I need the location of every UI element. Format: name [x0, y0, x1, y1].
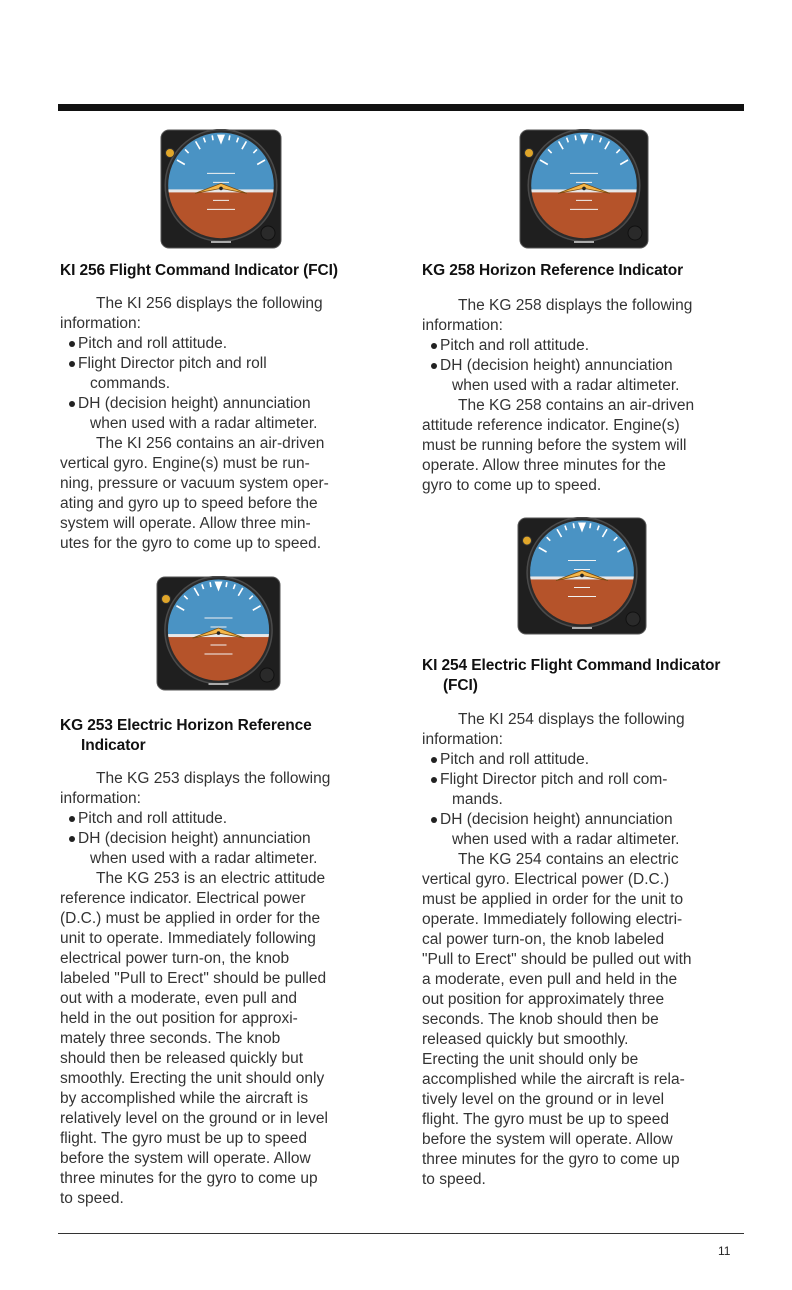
para-line: The KG 254 contains an electric	[458, 851, 679, 868]
para-line: electrical power turn-on, the knob	[60, 950, 290, 967]
bottom-rule	[58, 1233, 744, 1234]
section-ki254	[422, 656, 748, 1190]
para-line: out with a moderate, even pull and	[60, 990, 297, 1007]
para-line: out position for approximately three	[422, 991, 665, 1008]
para-line: to speed.	[422, 1171, 486, 1188]
intro-line: information:	[60, 790, 141, 807]
intro-line: The KI 254 displays the following	[458, 711, 685, 728]
para-line: must be running before the system will	[422, 437, 687, 454]
bullet-icon	[69, 401, 75, 407]
para-line: vertical gyro. Engine(s) must be run-	[60, 455, 310, 472]
kg253-attitude-indicator-icon	[156, 576, 281, 691]
section-title: KI 254 Electric Flight Command Indicator (FCI)	[422, 657, 721, 694]
bullet-item: DH (decision height) annunciation when used with a radar altimeter.	[60, 829, 390, 869]
para-line: tively level on the ground or in level	[422, 1091, 665, 1108]
para-line: smoothly. Erecting the unit should only	[60, 1070, 325, 1087]
para-line: must be applied in order for the unit to	[422, 891, 684, 908]
para-line: utes for the gyro to come up to speed.	[60, 535, 322, 552]
bullet-item: Pitch and roll attitude.	[60, 809, 390, 829]
para-line: flight. The gyro must be up to speed	[422, 1111, 670, 1128]
section-title: KG 253 Electric Horizon Reference Indicator	[60, 717, 312, 754]
bullet-icon	[431, 343, 437, 349]
para-line: cal power turn-on, the knob labeled	[422, 931, 665, 948]
bullet-item: Flight Director pitch and roll commands.	[60, 354, 390, 394]
bullet-icon	[69, 361, 75, 367]
bullet-icon	[431, 777, 437, 783]
bullet-icon	[431, 817, 437, 823]
bullet-item: Pitch and roll attitude.	[422, 750, 748, 770]
para-line: Erecting the unit should only be	[422, 1051, 639, 1068]
para-line: attitude reference indicator. Engine(s)	[422, 417, 680, 434]
ki254-attitude-indicator-icon	[517, 517, 647, 635]
para-line: released quickly but smoothly.	[422, 1031, 629, 1048]
section-title: KG 258 Horizon Reference Indicator	[422, 262, 684, 279]
bullet-item: DH (decision height) annunciation when used with a radar altimeter.	[422, 356, 748, 396]
para-line: gyro to come up to speed.	[422, 477, 602, 494]
para-line: unit to operate. Immediately following	[60, 930, 316, 947]
bullet-item: DH (decision height) annunciation when used with a radar altimeter.	[60, 394, 390, 434]
para-line: flight. The gyro must be up to speed	[60, 1130, 308, 1147]
para-line: relatively level on the ground or in level	[60, 1110, 328, 1127]
para-line: operate. Allow three minutes for the	[422, 457, 666, 474]
bullet-item: Pitch and roll attitude.	[422, 336, 748, 356]
para-line: The KI 256 contains an air-driven	[96, 435, 325, 452]
para-line: ning, pressure or vacuum system oper-	[60, 475, 329, 492]
para-line: (D.C.) must be applied in order for the	[60, 910, 321, 927]
bullet-item: Flight Director pitch and roll com- mands.	[422, 770, 748, 810]
page-number: 11	[718, 1244, 731, 1258]
bullet-icon	[431, 363, 437, 369]
para-line: operate. Immediately following electri-	[422, 911, 683, 928]
bullet-icon	[69, 341, 75, 347]
para-line: should then be released quickly but	[60, 1050, 303, 1067]
para-line: mately three seconds. The knob	[60, 1030, 281, 1047]
intro-line: The KG 258 displays the following	[458, 297, 693, 314]
top-rule	[58, 104, 744, 111]
section-title: KI 256 Flight Command Indicator (FCI)	[60, 262, 338, 279]
para-line: by accomplished while the aircraft is	[60, 1090, 309, 1107]
bullet-icon	[69, 816, 75, 822]
section-kg258	[422, 261, 748, 496]
para-line: three minutes for the gyro to come up	[60, 1170, 318, 1187]
bullet-item: DH (decision height) annunciation when used with a radar altimeter.	[422, 810, 748, 850]
ki256-attitude-indicator-icon	[160, 129, 282, 249]
para-line: reference indicator. Electrical power	[60, 890, 306, 907]
para-line: system will operate. Allow three min-	[60, 515, 311, 532]
kg258-attitude-indicator-icon	[519, 129, 649, 249]
intro-line: information:	[422, 731, 503, 748]
para-line: before the system will operate. Allow	[60, 1150, 311, 1167]
para-line: to speed.	[60, 1190, 124, 1207]
para-line: "Pull to Erect" should be pulled out with	[422, 951, 692, 968]
bullet-item: Pitch and roll attitude.	[60, 334, 390, 354]
intro-line: information:	[422, 317, 503, 334]
para-line: a moderate, even pull and held in the	[422, 971, 678, 988]
para-line: The KG 258 contains an air-driven	[458, 397, 695, 414]
section-ki256	[60, 261, 390, 554]
para-line: seconds. The knob should then be	[422, 1011, 659, 1028]
para-line: ating and gyro up to speed before the	[60, 495, 318, 512]
para-line: held in the out position for approxi-	[60, 1010, 298, 1027]
para-line: before the system will operate. Allow	[422, 1131, 673, 1148]
para-line: three minutes for the gyro to come up	[422, 1151, 680, 1168]
para-line: vertical gyro. Electrical power (D.C.)	[422, 871, 670, 888]
intro-line: information:	[60, 315, 141, 332]
bullet-icon	[431, 757, 437, 763]
intro-line: The KG 253 displays the following	[96, 770, 331, 787]
para-line: labeled "Pull to Erect" should be pulled	[60, 970, 327, 987]
para-line: The KG 253 is an electric attitude	[96, 870, 326, 887]
bullet-icon	[69, 836, 75, 842]
para-line: accomplished while the aircraft is rela-	[422, 1071, 685, 1088]
intro-line: The KI 256 displays the following	[96, 295, 323, 312]
section-kg253	[60, 716, 390, 1209]
